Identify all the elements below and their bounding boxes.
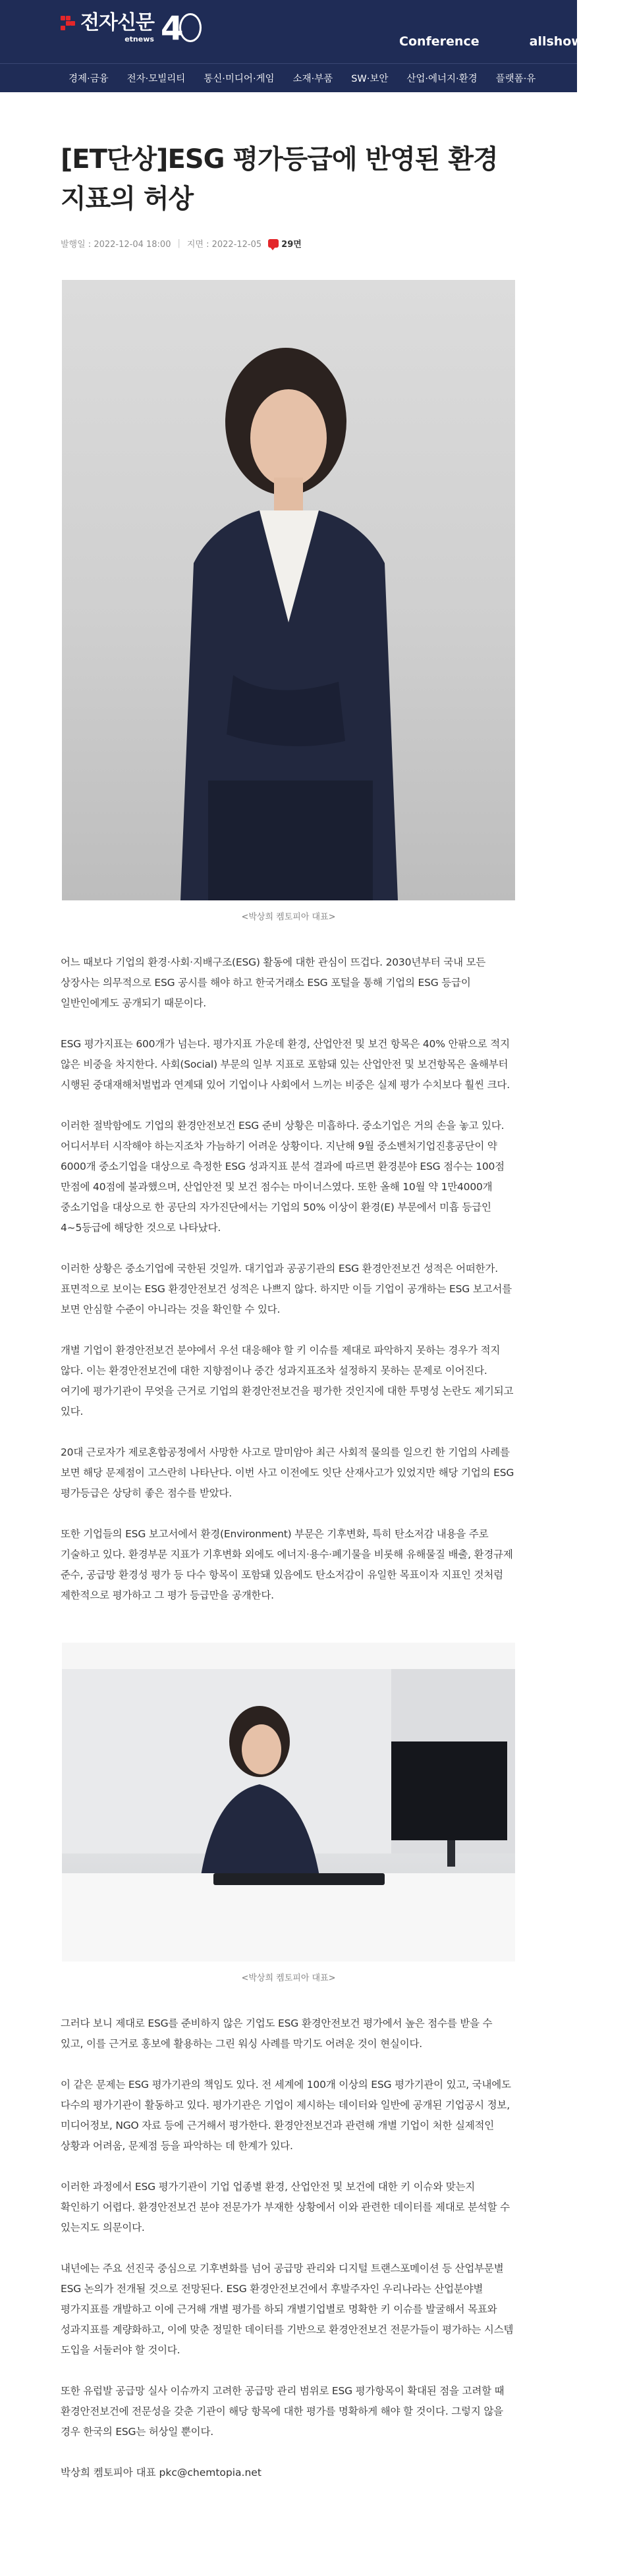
article-body-part-1: [61, 952, 516, 1606]
published-date: 발행일 : 2022-12-04 18:00: [61, 240, 171, 250]
article-paragraph: 이 같은 문제는 ESG 평가기관의 책임도 있다. 전 세계에 100개 이상의 ESG 평가기관이 있고, 국내에도 다수의 평가기관이 활동하고 있다. 평가기관은 기업이 제시하는 데이터와 일반에 공개된 기업공시 정보, 미디어정보, NGO 자료 등에 근거해서 평가한다. 환경안전보건과 관련해 개별 기업이 처한 실제적인 상황과 어려움, 문제점 등을 파악하는 데 한계가 있다.: [61, 2079, 511, 2152]
category-item[interactable]: SW·보안: [351, 74, 389, 84]
top-bar: [0, 0, 583, 63]
article-paragraph: 이러한 과정에서 ESG 평가기관이 기업 업종별 환경, 산업안전 및 보건에 대한 키 이슈와 맞는지 확인하기 어렵다. 환경안전보건 분야 전문가가 부재한 상황에서 이와 관련한 데이터를 제대로 분석할 수 있는지도 의문이다.: [61, 2181, 510, 2233]
category-item[interactable]: 전자·모빌리티: [126, 74, 186, 84]
article-paragraph: ESG 평가지표는 600개가 넘는다. 평가지표 가운데 환경, 산업안전 및 보건 항목은 40% 안팎으로 적지 않은 비중을 차지한다. 사회(Social) 부문의 일부 지표로 포함돼 있는 산업안전 및 보건항목은 올해부터 시행된 중대재해처벌법과 연계돼 있어 기업이나 사회에서 느끼는 비중은 실제 평가 수치보다 훨씬 크다.: [61, 1038, 510, 1091]
category-item[interactable]: 플랫폼·유: [495, 74, 536, 84]
nav-allshow[interactable]: allshow: [529, 34, 583, 49]
article-paragraph: 개별 기업이 환경안전보건 분야에서 우선 대응해야 할 키 이슈를 제대로 파악하지 못하는 경우가 적지 않다. 이는 환경안전보건에 대한 지향점이나 중간 성과지표조차 설정하지 못하는 문제로 이어진다. 여기에 평가기관이 무엇을 근거로 기업의 환경안전보건을 평가한 것인지에 대한 투명성 논란도 제기되고 있다.: [61, 1344, 514, 1417]
category-item[interactable]: 산업·에너지·환경: [406, 74, 478, 84]
office-photo: [62, 1643, 515, 1961]
nav-conference[interactable]: Conference: [399, 34, 480, 49]
article-paragraph: 또한 기업들의 ESG 보고서에서 환경(Environment) 부문은 기후변화, 특히 탄소저감 내용을 주로 기술하고 있다. 환경부문 지표가 기후변화 외에도 에너지·용수·폐기물을 비롯해 유해물질 배출, 환경규제 준수, 공급망 환경성 평가 등 다수 항목이 포함돼 있음에도 탄소저감이 유일한 목표이자 지표인 것처럼 제한적으로 평가하고 그 평가 등급만을 공개한다.: [61, 1528, 513, 1601]
category-item[interactable]: 소재·부품: [292, 74, 333, 84]
logo-mark-icon: [61, 16, 75, 30]
article-paragraph: 또한 유럽발 공급망 실사 이슈까지 고려한 공급망 관리 범위로 ESG 평가항목이 확대된 점을 고려할 때 환경안전보건에 전문성을 갖춘 기관이 해당 항목에 대한 평가를 명확하게 해야 할 것이다. 그렇지 않을 경우 한국의 ESG는 허상일 뿐이다.: [61, 2385, 505, 2438]
portrait-illustration: [62, 280, 515, 900]
site-header: [0, 0, 583, 92]
portrait-photo: [62, 280, 515, 900]
author-byline: 박상희 켐토피아 대표 pkc@chemtopia.net: [61, 2467, 261, 2479]
top-nav: [399, 34, 633, 49]
article-paragraph: 이러한 절박함에도 기업의 환경안전보건 ESG 준비 상황은 미흡하다. 중소기업은 거의 손을 놓고 있다. 어디서부터 시작해야 하는지조차 가늠하기 어려운 상황이다. 지난해 9월 중소벤처기업진흥공단이 약 6000개 중소기업을 대상으로 측정한 ESG 성과지표 분석 결과에 따르면 환경분야 ESG 점수는 100점 만점에 40점에 불과했으며, 산업안전 및 보건 점수는 마이너스였다. 또한 올해 10월 약 1만4000개 중소기업을 대상으로 한 공단의 자가진단에서는 기업의 50% 이상이 환경(E) 부문에서 미흡 등급인 4~5등급에 해당한 것으로 나타났다.: [61, 1120, 505, 1234]
article-paragraph: 그러다 보니 제대로 ESG를 준비하지 않은 기업도 ESG 환경안전보건 평가에서 높은 점수를 받을 수 있고, 이를 근거로 홍보에 활용하는 그린 워싱 사례를 막기도 어려운 것이 현실이다.: [61, 2017, 493, 2050]
photo-caption: <박상희 켐토피아 대표>: [241, 1973, 336, 1983]
newspaper-page-icon: [268, 239, 279, 248]
category-nav: [0, 63, 577, 92]
anniversary-emblem: 4: [161, 12, 204, 47]
category-item[interactable]: 통신·미디어·게임: [204, 74, 275, 84]
site-logo[interactable]: [61, 9, 204, 47]
print-date: 지면 : 2022-12-05: [186, 240, 262, 250]
article-title: [ET단상]ESG 평가등급에 반영된 환경 지표의 허상: [61, 144, 498, 214]
article-paragraph: 어느 때보다 기업의 환경·사회·지배구조(ESG) 활동에 대한 관심이 뜨겁다. 2030년부터 국내 모든 상장사는 의무적으로 ESG 공시를 해야 하고 한국거래소 ESG 포털을 통해 기업의 ESG 등급이 일반인에게도 공개되기 때문이다.: [61, 956, 486, 1009]
article-paragraph: 내년에는 주요 선진국 중심으로 기후변화를 넘어 공급망 관리와 디지털 트랜스포메이션 등 산업부문별 ESG 논의가 전개될 것으로 전망된다. ESG 환경안전보건에서 후발주자인 우리나라는 산업분야별 평가지표를 개발하고 이에 근거해 개별 평가를 하되 개별기업별로 명확한 키 이슈를 발굴해서 목표와 성과지표를 계량화하고, 이에 맞춘 정밀한 데이터를 기반으로 환경안전보건 전문가들이 평가하는 시스템 도입을 서둘러야 할 것이다.: [61, 2262, 514, 2356]
category-item[interactable]: 경제·금융: [69, 74, 109, 84]
article-paragraph: 20대 근로자가 제로혼합공정에서 사망한 사고로 말미암아 최근 사회적 물의를 일으킨 한 기업의 사례를 보면 해당 문제점이 고스란히 나타난다. 이번 사고 이전에도 잇단 산재사고가 있었지만 해당 기업의 ESG 평가등급은 상당히 좋은 점수를 받았다.: [61, 1446, 514, 1499]
article-meta: 발행일 : 2022-12-04 18:00 | 지면 : 2022-12-05 29면: [61, 238, 302, 250]
logo-title: 전자신문: [80, 11, 154, 34]
article-body-part-2: [61, 2014, 516, 2442]
article: [0, 140, 577, 2483]
photo-caption: <박상희 켐토피아 대표>: [241, 912, 336, 922]
office-illustration: [62, 1643, 515, 1961]
article-paragraph: 이러한 상황은 중소기업에 국한된 것일까. 대기업과 공공기관의 ESG 환경안전보건 성적은 어떠한가. 표면적으로 보이는 ESG 환경안전보건 성적은 나쁘지 않다. 하지만 이들 기업이 공개하는 ESG 보고서를 보면 안심할 수준이 아니라는 것을 확인할 수 있다.: [61, 1263, 512, 1315]
print-page: 29면: [281, 240, 302, 250]
logo-subtitle: etnews: [124, 35, 154, 43]
